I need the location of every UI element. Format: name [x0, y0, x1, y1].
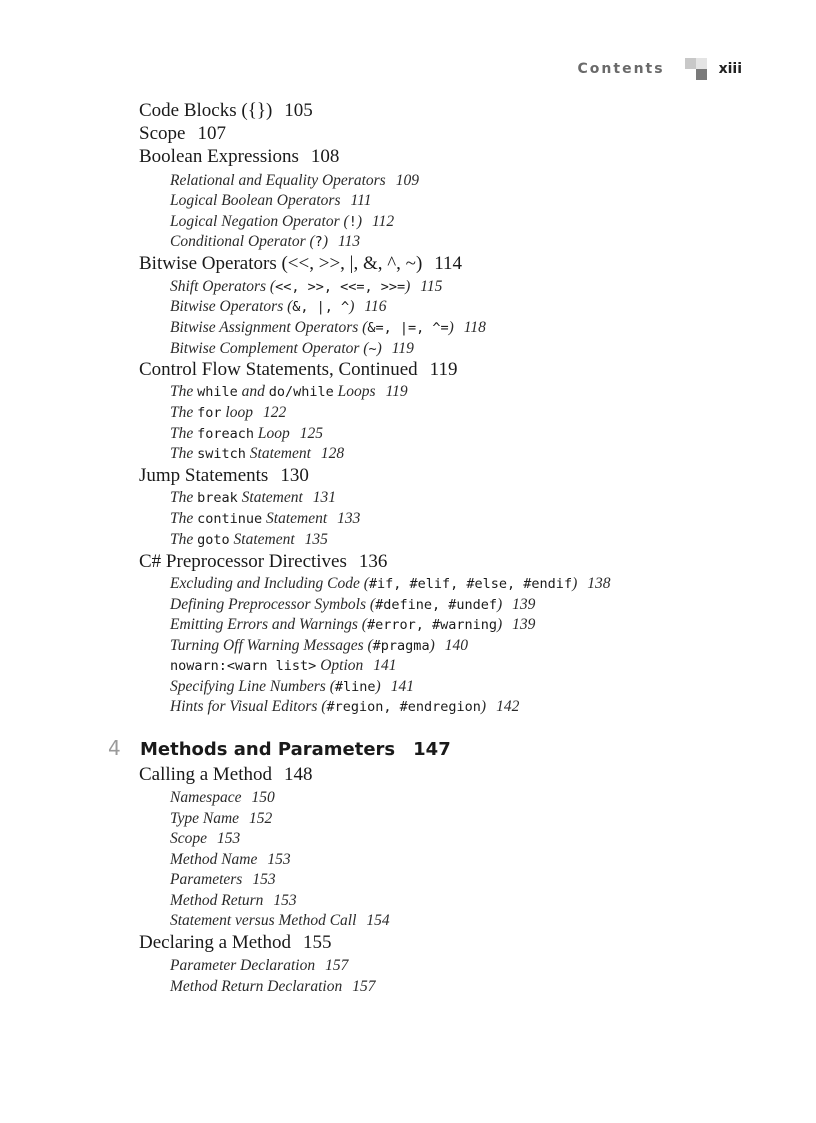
code-token: switch — [197, 446, 246, 462]
toc-title: Scope — [139, 123, 186, 144]
toc-subsection — [170, 192, 371, 210]
toc-subsection: Shift Operators (<<, >>, <<=, >>=) 115 — [170, 278, 443, 295]
toc-page: 115 — [420, 278, 443, 295]
code-token: continue — [197, 511, 263, 527]
toc-page: 107 — [197, 123, 226, 144]
toc-page: 157 — [352, 978, 376, 995]
toc-title: Relational and Equality Operators — [170, 172, 386, 189]
toc-page: 153 — [267, 851, 291, 868]
toc-page: 139 — [512, 596, 536, 613]
code-token: &, |, ^ — [292, 299, 350, 315]
toc-page: 125 — [299, 425, 324, 442]
toc-title: Type Name — [170, 810, 240, 827]
toc-subsection — [170, 871, 276, 889]
toc-page: 135 — [304, 531, 328, 548]
toc-title: Code Blocks ({}) — [139, 100, 273, 121]
code-token: ! — [348, 214, 357, 230]
decorative-squares-icon — [685, 58, 709, 80]
toc-subsection: The switch Statement 128 — [170, 445, 345, 462]
toc-page: 148 — [283, 764, 313, 785]
toc-page: 157 — [325, 957, 349, 974]
toc-title: Method Name — [170, 851, 258, 868]
code-token: #region, #endregion — [326, 699, 481, 715]
code-token: #error, #warning — [366, 617, 497, 633]
toc-subsection — [170, 789, 275, 807]
page-number: xiii — [718, 61, 742, 77]
toc-title: Method Return Declaration — [170, 978, 343, 995]
toc-subsection — [170, 978, 375, 996]
code-token: for — [197, 405, 222, 421]
toc-subsection: The goto Statement 135 — [170, 531, 328, 548]
code-token: foreach — [197, 426, 255, 442]
toc-page: 141 — [373, 657, 397, 674]
running-title: Contents — [577, 61, 665, 77]
toc-page: 109 — [395, 172, 419, 189]
toc-title: Namespace — [170, 789, 242, 806]
toc-subsection — [170, 957, 348, 975]
toc-subsection: The continue Statement 133 — [170, 510, 361, 527]
toc-page: 133 — [337, 510, 361, 527]
toc-page: 154 — [366, 912, 390, 929]
toc-title: Bitwise Operators (<<, >>, |, &, ^, ~) — [139, 253, 423, 274]
toc-page: 114 — [434, 253, 463, 274]
toc-subsection: Excluding and Including Code (#if, #elif, #else, #endif) 138 — [170, 575, 611, 592]
toc-page: 153 — [252, 871, 276, 888]
toc-subsection — [170, 851, 291, 869]
toc-page: 136 — [358, 551, 388, 572]
toc-page: 130 — [280, 465, 309, 486]
toc-page: 147 — [413, 739, 451, 760]
code-token: &=, |=, ^= — [367, 320, 449, 336]
toc-page: 142 — [496, 698, 520, 715]
toc-subsection: Bitwise Assignment Operators (&=, |=, ^=) 118 — [170, 319, 486, 336]
toc-subsection: The for loop 122 — [170, 404, 287, 421]
toc-page: 131 — [312, 489, 337, 506]
toc-subsection — [170, 172, 419, 190]
running-header — [578, 58, 742, 80]
chapter-number: 4 — [108, 736, 121, 760]
toc-section — [139, 253, 462, 275]
toc-section — [139, 465, 309, 487]
toc-subsection: The while and do/while Loops 119 — [170, 383, 408, 400]
toc-page: 118 — [463, 319, 486, 336]
toc-subsection: Specifying Line Numbers (#line) 141 — [170, 678, 414, 695]
code-token: while — [197, 384, 238, 400]
toc-page: 119 — [385, 383, 408, 400]
toc-subsection: Defining Preprocessor Symbols (#define, #undef) 139 — [170, 596, 536, 613]
toc-page: 152 — [249, 810, 273, 827]
toc-subsection: The break Statement 131 — [170, 489, 337, 506]
toc-page: 108 — [310, 146, 340, 167]
code-token: #define, #undef — [375, 597, 497, 613]
code-token: #line — [334, 679, 376, 695]
toc-chapter — [108, 736, 451, 760]
toc-section — [139, 359, 457, 381]
toc-page: 150 — [251, 789, 275, 806]
toc-subsection: Conditional Operator (?) 113 — [170, 233, 361, 250]
toc-page: 119 — [391, 340, 414, 357]
code-token: nowarn:<warn list> — [170, 658, 317, 674]
toc-page: 139 — [512, 616, 536, 633]
toc-page: 119 — [429, 359, 458, 380]
toc-title: Methods and Parameters — [140, 739, 396, 760]
toc-subsection — [170, 892, 297, 910]
toc-subsection: Bitwise Complement Operator (~) 119 — [170, 340, 414, 357]
toc-page: 116 — [364, 298, 387, 315]
toc-page: 122 — [262, 404, 287, 421]
toc-subsection: Bitwise Operators (&, |, ^) 116 — [170, 298, 387, 315]
toc-page: 105 — [284, 100, 313, 121]
toc-title: Jump Statements — [139, 465, 269, 486]
code-token: ? — [314, 234, 323, 250]
toc-title: Boolean Expressions — [139, 146, 299, 167]
code-token: goto — [197, 532, 230, 548]
toc-title: Parameters — [170, 871, 243, 888]
toc-section — [139, 551, 387, 573]
toc-page: 128 — [320, 445, 345, 462]
toc-section — [139, 932, 331, 954]
toc-title: Scope — [170, 830, 208, 847]
code-token: do/while — [268, 384, 334, 400]
toc-section — [139, 123, 226, 145]
toc-subsection: Logical Negation Operator (!) 112 — [170, 213, 395, 230]
toc-section — [139, 100, 313, 122]
toc-page: 153 — [217, 830, 241, 847]
toc-page: 153 — [273, 892, 297, 909]
toc-title: Control Flow Statements, Continued — [139, 359, 418, 380]
code-token: <<, >>, <<=, >>= — [275, 279, 406, 295]
toc-page: 140 — [444, 637, 468, 654]
code-token: #pragma — [372, 638, 430, 654]
toc-subsection — [170, 912, 390, 930]
toc-title: Declaring a Method — [139, 932, 291, 953]
toc-subsection: nowarn:<warn list> Option 141 — [170, 657, 397, 674]
toc-page: 138 — [587, 575, 611, 592]
toc-section — [139, 764, 312, 786]
toc-page: 111 — [350, 192, 372, 209]
toc-subsection: Turning Off Warning Messages (#pragma) 140 — [170, 637, 468, 654]
toc-title: Logical Boolean Operators — [170, 192, 341, 209]
toc-title: Calling a Method — [139, 764, 272, 785]
toc-subsection — [170, 810, 272, 828]
toc-subsection — [170, 830, 240, 848]
toc-title: Statement versus Method Call — [170, 912, 357, 929]
toc-subsection: Hints for Visual Editors (#region, #endregion) 142 — [170, 698, 520, 715]
toc-page: 141 — [390, 678, 414, 695]
toc-page: 112 — [372, 213, 395, 230]
code-token: #if, #elif, #else, #endif — [368, 576, 573, 592]
toc-page: 113 — [337, 233, 361, 250]
code-token: break — [197, 490, 238, 506]
toc-title: Method Return — [170, 892, 264, 909]
toc-page: 155 — [302, 932, 332, 953]
toc-subsection: The foreach Loop 125 — [170, 425, 324, 442]
code-token: ~ — [368, 341, 377, 357]
toc-section — [139, 146, 339, 168]
toc-title: Parameter Declaration — [170, 957, 316, 974]
toc-subsection: Emitting Errors and Warnings (#error, #warning) 139 — [170, 616, 536, 633]
toc-title: C# Preprocessor Directives — [139, 551, 347, 572]
